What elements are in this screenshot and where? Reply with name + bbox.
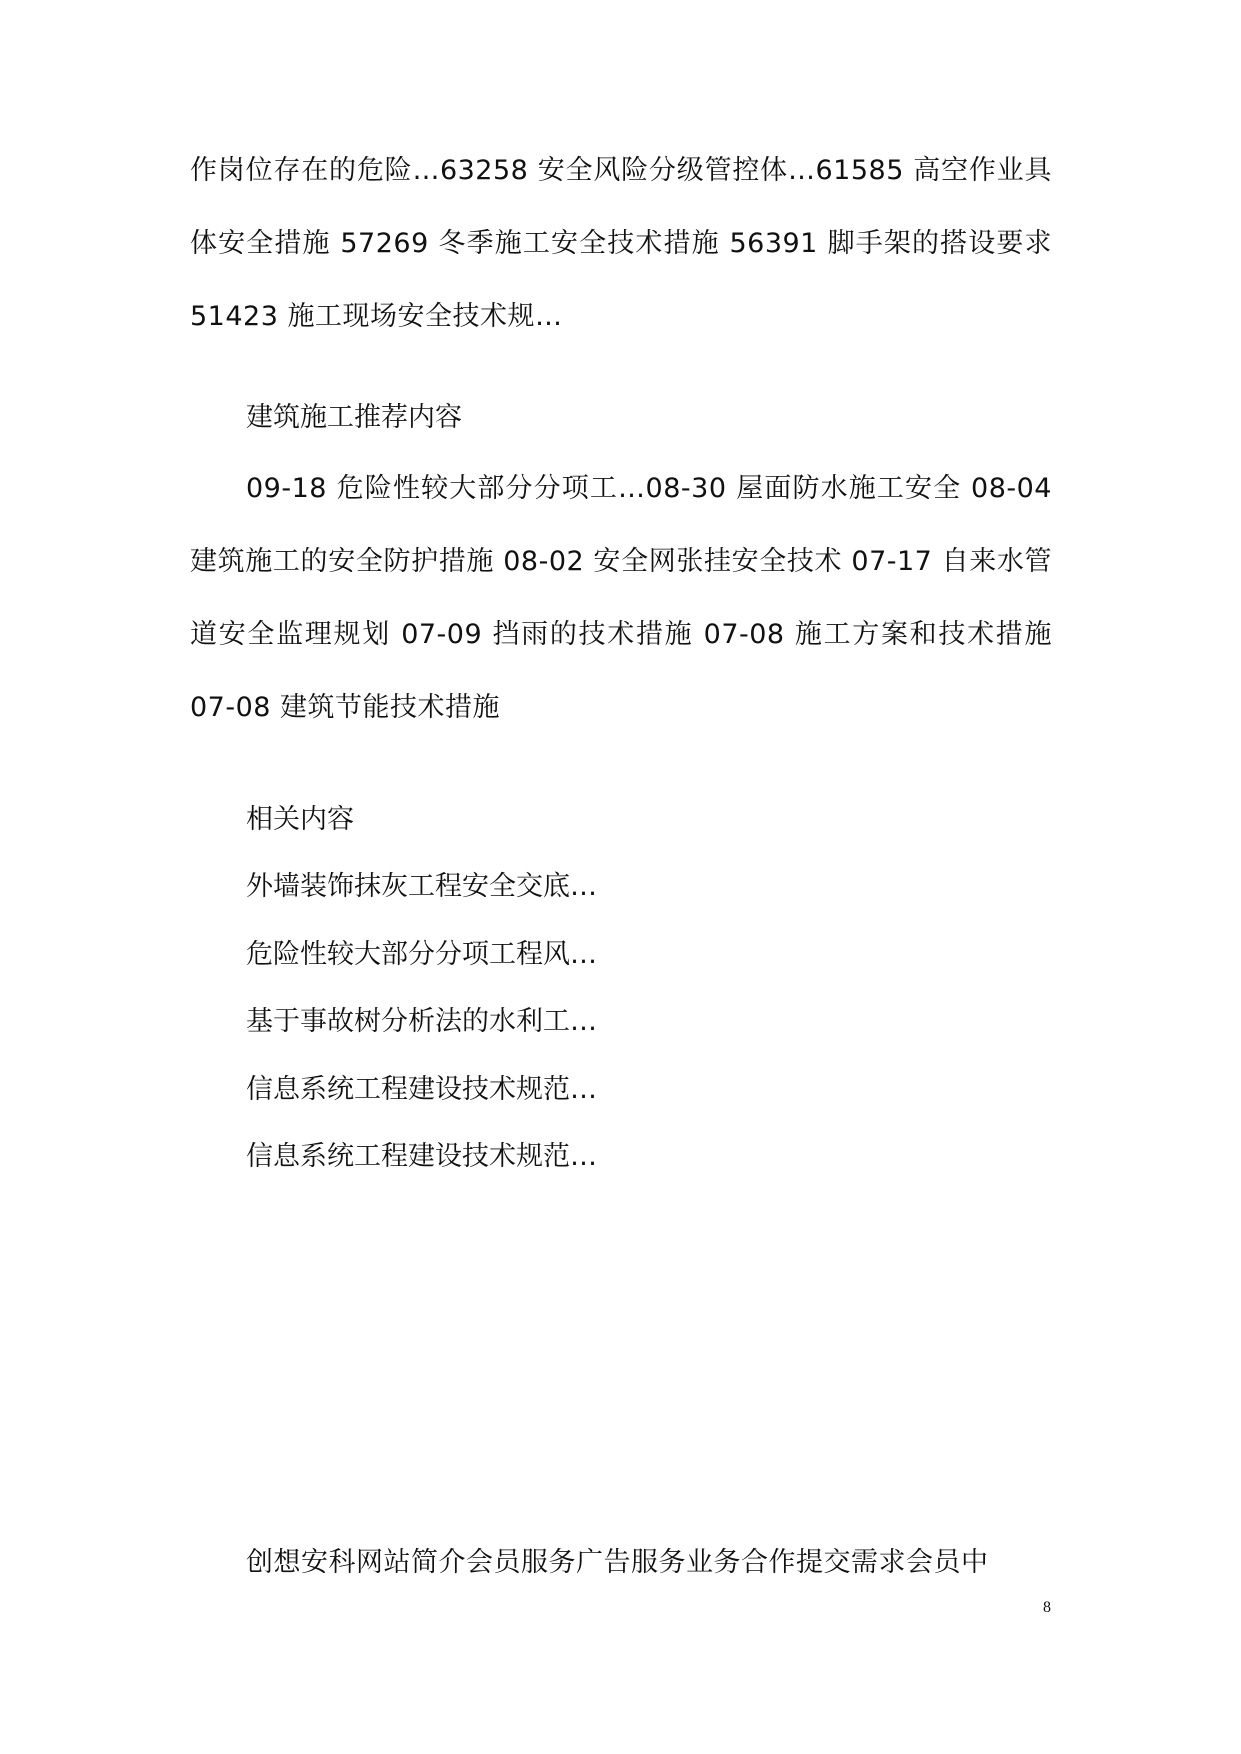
recommended-heading: 建筑施工推荐内容 <box>246 402 462 433</box>
related-item-3[interactable]: 基于事故树分析法的水利工… <box>246 1006 597 1037</box>
related-item-5[interactable]: 信息系统工程建设技术规范… <box>246 1141 597 1172</box>
recommended-paragraph: 09-18 危险性较大部分分项工…08-30 屋面防水施工安全 08-04 建筑施工的安全防护措施 08-02 安全网张挂安全技术 07-17 自来水管道安全监理规划 07-09 挡雨的技术措施 07-08 施工方案和技术措施 07-08 建筑节能技术措施 <box>190 473 1052 723</box>
related-heading: 相关内容 <box>246 804 354 835</box>
related-item-2[interactable]: 危险性较大部分分项工程风… <box>246 939 597 970</box>
top-paragraph: 作岗位存在的危险…63258 安全风险分级管控体…61585 高空作业具体安全措施 57269 冬季施工安全技术措施 56391 脚手架的搭设要求 51423 施工现场安全技术规… <box>190 155 1052 332</box>
page-number: 8 <box>1043 1599 1051 1616</box>
related-item-1[interactable]: 外墙装饰抹灰工程安全交底… <box>246 871 597 902</box>
related-item-4[interactable]: 信息系统工程建设技术规范… <box>246 1074 597 1105</box>
footer-paragraph: 创想安科网站简介会员服务广告服务业务合作提交需求会员中 <box>246 1547 989 1578</box>
